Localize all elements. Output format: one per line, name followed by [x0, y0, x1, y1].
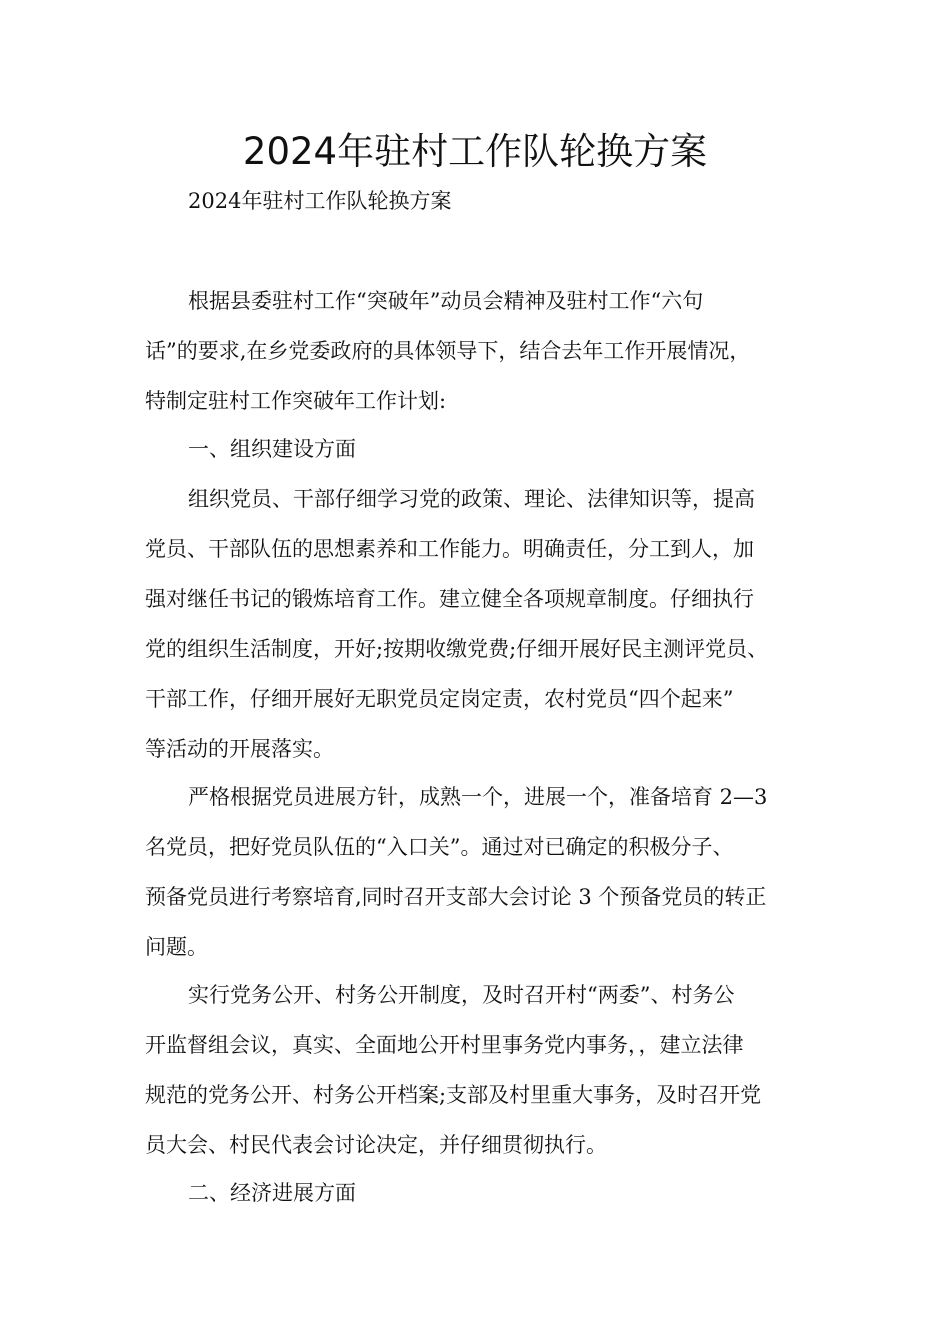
- paragraph-line: 特制定驻村工作突破年工作计划:: [145, 389, 447, 413]
- section-heading-text: 一、组织建设方面: [188, 437, 356, 461]
- paragraph-line: 严格根据党员进展方针，成熟一个，进展一个，准备培育 2—3: [188, 785, 768, 809]
- paragraph-line: 根据县委驻村工作“突破年”动员会精神及驻村工作“六句: [188, 289, 704, 313]
- paragraph-intro: [145, 276, 825, 426]
- paragraph-line: 开监督组会议，真实、全面地公开村里事务党内事务，，建立法律: [145, 1033, 744, 1057]
- paragraph-transparency: [145, 970, 825, 1170]
- paragraph-line: 员大会、村民代表会讨论决定，并仔细贯彻执行。: [145, 1133, 607, 1157]
- section-heading-economy: [145, 1168, 825, 1218]
- paragraph-line: 干部工作，仔细开展好无职党员定岗定责，农村党员“四个起来”: [145, 687, 734, 711]
- paragraph-line: 实行党务公开、村务公开制度，及时召开村“两委”、村务公: [188, 983, 735, 1007]
- section-heading-text: 二、经济进展方面: [188, 1181, 356, 1205]
- paragraph-line: 组织党员、干部仔细学习党的政策、理论、法律知识等，提高: [188, 487, 755, 511]
- document-subtitle: 2024年驻村工作队轮换方案: [188, 189, 452, 213]
- document-title: 2024年驻村工作队轮换方案: [242, 130, 708, 173]
- paragraph-line: 规范的党务公开、村务公开档案;支部及村里重大事务，及时召开党: [145, 1083, 762, 1107]
- paragraph-organization: [145, 474, 825, 774]
- section-heading-organization: [145, 424, 825, 474]
- paragraph-line: 党的组织生活制度，开好;按期收缴党费;仔细开展好民主测评党员、: [145, 637, 769, 661]
- paragraph-line: 预备党员进行考察培育,同时召开支部大会讨论 3 个预备党员的转正: [145, 885, 767, 909]
- paragraph-line: 话”的要求,在乡党委政府的具体领导下，结合去年工作开展情况，: [145, 339, 751, 363]
- paragraph-line: 名党员，把好党员队伍的“入口关”。通过对已确定的积极分子、: [145, 835, 734, 859]
- paragraph-line: 问题。: [145, 935, 208, 959]
- paragraph-line: 党员、干部队伍的思想素养和工作能力。明确责任，分工到人，加: [145, 537, 754, 561]
- paragraph-line: 等活动的开展落实。: [145, 737, 334, 761]
- paragraph-members: [145, 772, 825, 972]
- paragraph-line: 强对继任书记的锻炼培育工作。建立健全各项规章制度。仔细执行: [145, 587, 754, 611]
